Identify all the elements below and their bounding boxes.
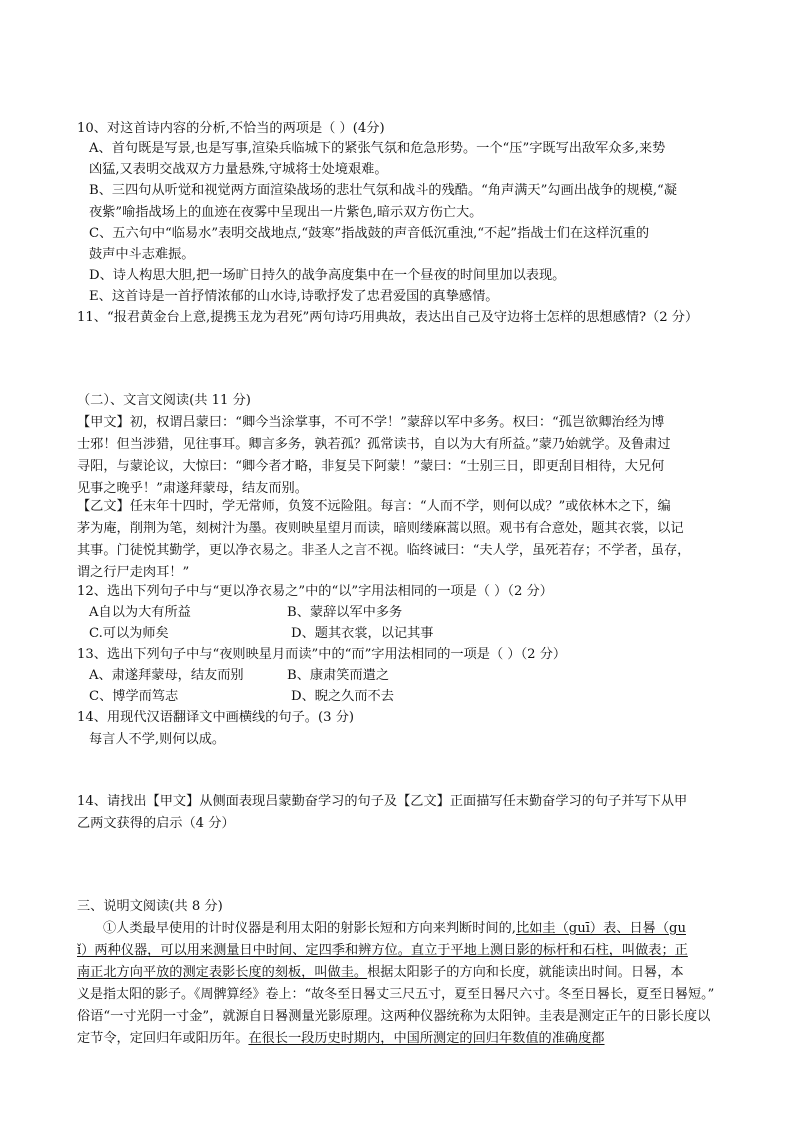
- q12-stem: 12、选出下列句子中与“更以净衣易之”中的“以”字用法相同的一项是（ ）（2 分）: [77, 584, 553, 599]
- q12-option-c: C.可以为师矣: [89, 626, 169, 641]
- yi-text-line4: 谓之行尸走肉耳！”: [77, 565, 190, 580]
- jia-text-line4: 见事之晚乎！”肃遂拜蒙母，结友而别。: [77, 481, 308, 496]
- expository-underlined-text: 比如圭（guī）表、日晷（gu: [516, 921, 686, 936]
- expository-underlined-text: 在很长一段历史时期内，中国所测定的回归年数值的准确度都: [248, 1031, 605, 1046]
- q14-translate-sentence: 每言人不学,则何以成。: [89, 732, 226, 747]
- expository-para-line5: 俗语“一寸光阴一寸金”，就源自日晷测量光影原理。这两种仪器统称为太阳钟。圭表是测定正午的日影长度以: [77, 1009, 711, 1024]
- expository-para-line2: ǐ）两种仪器，可以用来测量日中时间、定四季和辨方位。直立于平地上测日影的标杆和石柱，叫做表；正: [77, 943, 688, 958]
- q10-option-e: E、这首诗是一首抒情浓郁的山水诗,诗歌抒发了忠君爱国的真挚感情。: [89, 289, 499, 304]
- section3-heading: 三、说明文阅读(共 8 分): [77, 899, 223, 914]
- q10-option-c-line2: 鼓声中斗志难振。: [89, 247, 195, 262]
- yi-text-line2: 茅为庵，削荆为笔，刻树汁为墨。夜则映星望月而读，暗则缕麻蒿以照。观书有合意处，题其衣裳，以记: [77, 521, 684, 536]
- jia-text-line1: 【甲文】初，权谓吕蒙曰：“卿今当涂掌事，不可不学！”蒙辞以军中多务。权曰：“孤岂欲卿治经为博: [77, 415, 665, 430]
- jia-text-line2: 士邪！但当涉猎，见往事耳。卿言多务，孰若孤？孤常读书，自以为大有所益。”蒙乃始就学。及鲁肃过: [77, 437, 671, 452]
- expository-para-line1: [103, 920, 686, 938]
- q13-option-a: A、肃遂拜蒙母，结友而别: [89, 668, 244, 683]
- q10-stem: 10、对这首诗内容的分析,不恰当的两项是（ ）(4分): [77, 121, 385, 136]
- q13-option-c: C、博学而笃志: [89, 689, 179, 704]
- q12-option-d: D、题其衣裳，以记其事: [291, 626, 434, 641]
- q13-stem: 13、选出下列句子中与“夜则映星月而读”中的“而”字用法相同的一项是（ ）（2 分）: [77, 647, 567, 662]
- yi-text-line3: 其事。门徒悦其勤学，更以净衣易之。非圣人之言不视。临终诫曰：“夫人学，虽死若存；不学者，虽存，: [77, 543, 691, 558]
- expository-text: ①人类最早使用的计时仪器是利用太阳的射影长短和方向来判断时间的,: [103, 921, 517, 936]
- yi-text-line1: 【乙文】任末年十四时，学无常师，负笈不远险阻。每言：“人而不学，则何以成？”或依林木之下，编: [77, 499, 671, 514]
- q12-option-a: A自以为大有所益: [89, 605, 191, 620]
- expository-para-line4: 义是指太阳的影子。《周髀算经》卷上：“故冬至日晷丈三尺五寸，夏至日晷尺六寸。冬至日晷长，夏至日晷短。”: [77, 987, 715, 1002]
- section2-heading: （二）、文言文阅读(共 11 分): [77, 393, 251, 408]
- q10-option-c-line1: C、五六句中“临易水”表明交战地点,“鼓寒”指战鼓的声音低沉重浊,“不起”指战士们在这样沉重的: [89, 226, 650, 241]
- q13-option-d: D、睨之久而不去: [291, 689, 394, 704]
- q14-translate-stem: 14、用现代汉语翻译文中画横线的句子。(3 分): [77, 710, 355, 725]
- expository-para-line3: [77, 964, 684, 982]
- q10-option-d: D、诗人构思大胆,把一场旷日持久的战争高度集中在一个昼夜的时间里加以表现。: [89, 268, 566, 283]
- expository-para-line6: [77, 1030, 605, 1048]
- jia-text-line3: 寻阳，与蒙论议，大惊曰：“卿今者才略，非复吴下阿蒙！”蒙曰：“士别三日，即更刮目相待，大兄何: [77, 459, 665, 474]
- q12-option-b: B、蒙辞以军中多务: [287, 605, 403, 620]
- expository-text: 定节令，定回归年或阳历年。: [77, 1031, 249, 1046]
- q13-option-b: B、康肃笑而遣之: [287, 668, 390, 683]
- expository-text: 根据太阳影子的方向和长度，就能读出时间。日晷，本: [367, 965, 684, 980]
- q10-option-a-line2: 凶猛,又表明交战双方力量悬殊,守城将士处境艰难。: [89, 162, 388, 177]
- q10-option-b-line1: B、三四句从听觉和视觉两方面渲染战场的悲壮气氛和战斗的残酷。“角声满天”勾画出战争的规模,“凝: [89, 183, 677, 198]
- q10-option-a-line1: A、首句既是写景,也是写事,渲染兵临城下的紧张气氛和危急形势。一个“压”字既写出敌军众多,来势: [89, 141, 666, 156]
- expository-underlined-text: 南正北方向平放的测定表影长度的刻板，叫做圭。: [77, 965, 368, 980]
- q14-inspiration-line2: 乙两文获得的启示（4 分）: [77, 816, 235, 831]
- q14-inspiration-line1: 14、请找出【甲文】从侧面表现吕蒙勤奋学习的句子及【乙文】正面描写任末勤奋学习的句子并写下从甲: [77, 794, 688, 809]
- q10-option-b-line2: 夜紫”喻指战场上的血迹在夜雾中呈现出一片紫色,暗示双方伤亡大。: [89, 205, 483, 220]
- q11-stem: 11、“报君黄金台上意,提携玉龙为君死”两句诗巧用典故，表达出自己及守边将士怎样的思想感情?（2 分）: [77, 310, 699, 325]
